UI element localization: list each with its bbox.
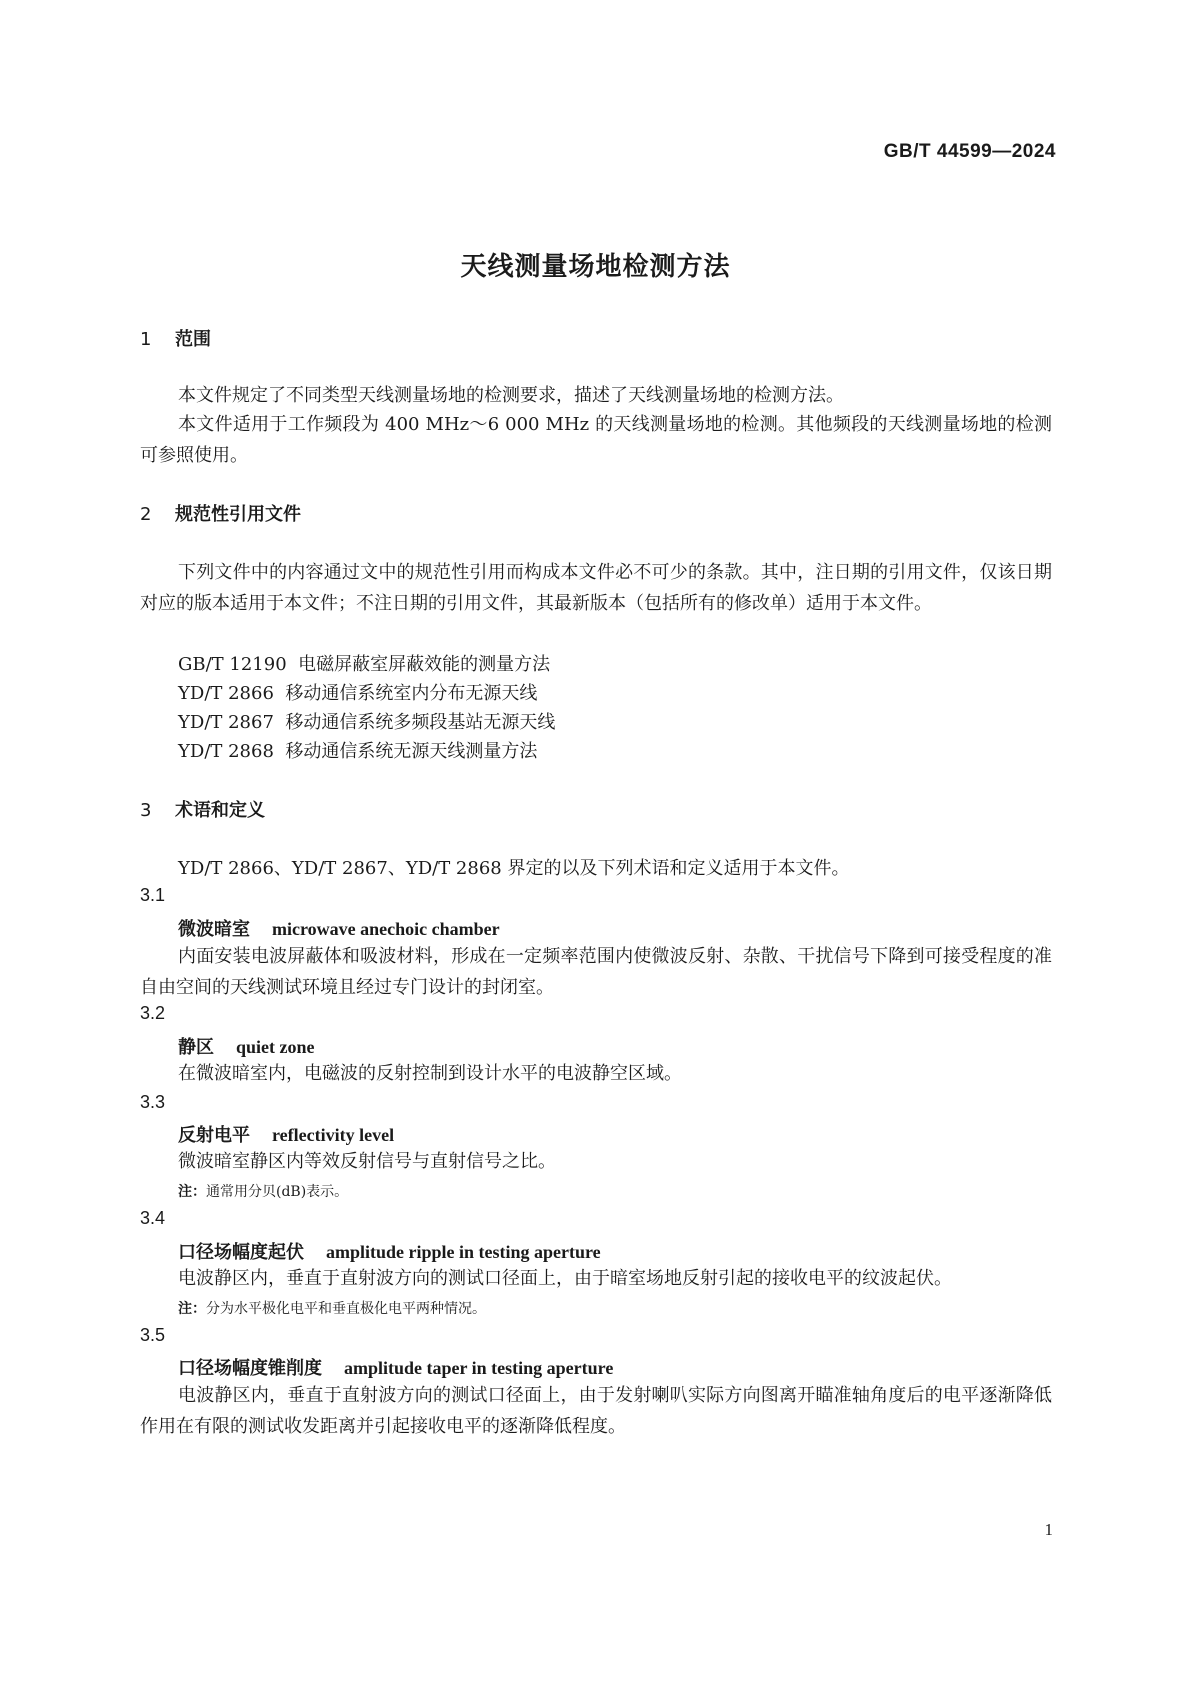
paragraph: YD/T 2866、YD/T 2867、YD/T 2868 界定的以及下列术语和定义适用于本文件。 bbox=[178, 858, 850, 879]
term-heading bbox=[178, 1033, 315, 1059]
section-number: 1 bbox=[140, 329, 152, 350]
term-definition: 电波静区内，垂直于直射波方向的测试口径面上，由于暗室场地反射引起的接收电平的纹波起伏。 bbox=[178, 1268, 952, 1289]
term-en: amplitude ripple in testing aperture bbox=[326, 1242, 601, 1262]
term-en: reflectivity level bbox=[272, 1125, 395, 1145]
note-label: 注： bbox=[178, 1184, 206, 1200]
term-zh: 静区 bbox=[178, 1037, 214, 1058]
reference-code: YD/T 2866 bbox=[178, 683, 274, 704]
term-definition: 微波暗室静区内等效反射信号与直射信号之比。 bbox=[178, 1151, 556, 1172]
standard-code: GB/T 44599—2024 bbox=[883, 141, 1056, 162]
note bbox=[178, 1181, 348, 1201]
term-en: quiet zone bbox=[236, 1037, 315, 1057]
reference-name: 移动通信系统室内分布无源天线 bbox=[285, 683, 538, 704]
reference-item bbox=[178, 737, 537, 763]
reference-code: GB/T 12190 bbox=[178, 654, 287, 675]
term-definition: 内面安装电波屏蔽体和吸波材料，形成在一定频率范围内使微波反射、杂散、干扰信号下降到可接受程度的准自由空间的天线测试环境且经过专门设计的封闭室。 bbox=[140, 946, 1052, 998]
reference-item bbox=[178, 679, 537, 705]
section-number: 3 bbox=[140, 800, 152, 821]
clause-number: 3.1 bbox=[140, 885, 166, 905]
paragraph: 本文件适用于工作频段为 400 MHz～6 000 MHz 的天线测量场地的检测。其他频段的天线测量场地的检测可参照使用。 bbox=[140, 414, 1052, 466]
paragraph: 本文件规定了不同类型天线测量场地的检测要求，描述了天线测量场地的检测方法。 bbox=[178, 385, 844, 406]
paragraph: 下列文件中的内容通过文中的规范性引用而构成本文件必不可少的条款。其中，注日期的引用文件，仅该日期对应的版本适用于本文件；不注日期的引用文件，其最新版本（包括所有的修改单）适用于本文件。 bbox=[140, 562, 1052, 614]
term-zh: 口径场幅度锥削度 bbox=[178, 1358, 322, 1379]
note-text: 分为水平极化电平和垂直极化电平两种情况。 bbox=[206, 1301, 486, 1317]
reference-item bbox=[178, 650, 550, 676]
section-2-heading bbox=[140, 500, 301, 526]
section-title: 规范性引用文件 bbox=[175, 504, 301, 525]
note-label: 注： bbox=[178, 1301, 206, 1317]
clause-number: 3.4 bbox=[140, 1208, 166, 1228]
section-title: 范围 bbox=[175, 329, 211, 350]
reference-code: YD/T 2867 bbox=[178, 712, 274, 733]
section-title: 术语和定义 bbox=[175, 800, 265, 821]
section-1-heading bbox=[140, 325, 211, 351]
term-zh: 微波暗室 bbox=[178, 919, 250, 940]
reference-name: 移动通信系统无源天线测量方法 bbox=[285, 741, 538, 762]
reference-item bbox=[178, 708, 555, 734]
term-zh: 口径场幅度起伏 bbox=[178, 1242, 304, 1263]
page-number: 1 bbox=[1044, 1520, 1053, 1539]
clause-number: 3.3 bbox=[140, 1092, 166, 1112]
section-3-heading bbox=[140, 796, 265, 822]
term-heading bbox=[178, 915, 500, 941]
section-number: 2 bbox=[140, 504, 152, 525]
clause-number: 3.5 bbox=[140, 1325, 166, 1345]
term-zh: 反射电平 bbox=[178, 1125, 250, 1146]
reference-name: 移动通信系统多频段基站无源天线 bbox=[285, 712, 556, 733]
document-title: 天线测量场地检测方法 bbox=[460, 252, 731, 282]
reference-code: YD/T 2868 bbox=[178, 741, 274, 762]
term-heading bbox=[178, 1238, 601, 1264]
note bbox=[178, 1298, 486, 1318]
term-definition: 电波静区内，垂直于直射波方向的测试口径面上，由于发射喇叭实际方向图离开瞄准轴角度后的电平逐渐降低作用在有限的测试收发距离并引起接收电平的逐渐降低程度。 bbox=[140, 1385, 1052, 1437]
clause-number: 3.2 bbox=[140, 1003, 166, 1023]
term-heading bbox=[178, 1354, 613, 1380]
term-en: amplitude taper in testing aperture bbox=[344, 1358, 614, 1378]
note-text: 通常用分贝(dB)表示。 bbox=[206, 1184, 349, 1200]
term-heading bbox=[178, 1121, 394, 1147]
reference-name: 电磁屏蔽室屏蔽效能的测量方法 bbox=[298, 654, 551, 675]
term-en: microwave anechoic chamber bbox=[272, 919, 500, 939]
term-definition: 在微波暗室内，电磁波的反射控制到设计水平的电波静空区域。 bbox=[178, 1063, 682, 1084]
